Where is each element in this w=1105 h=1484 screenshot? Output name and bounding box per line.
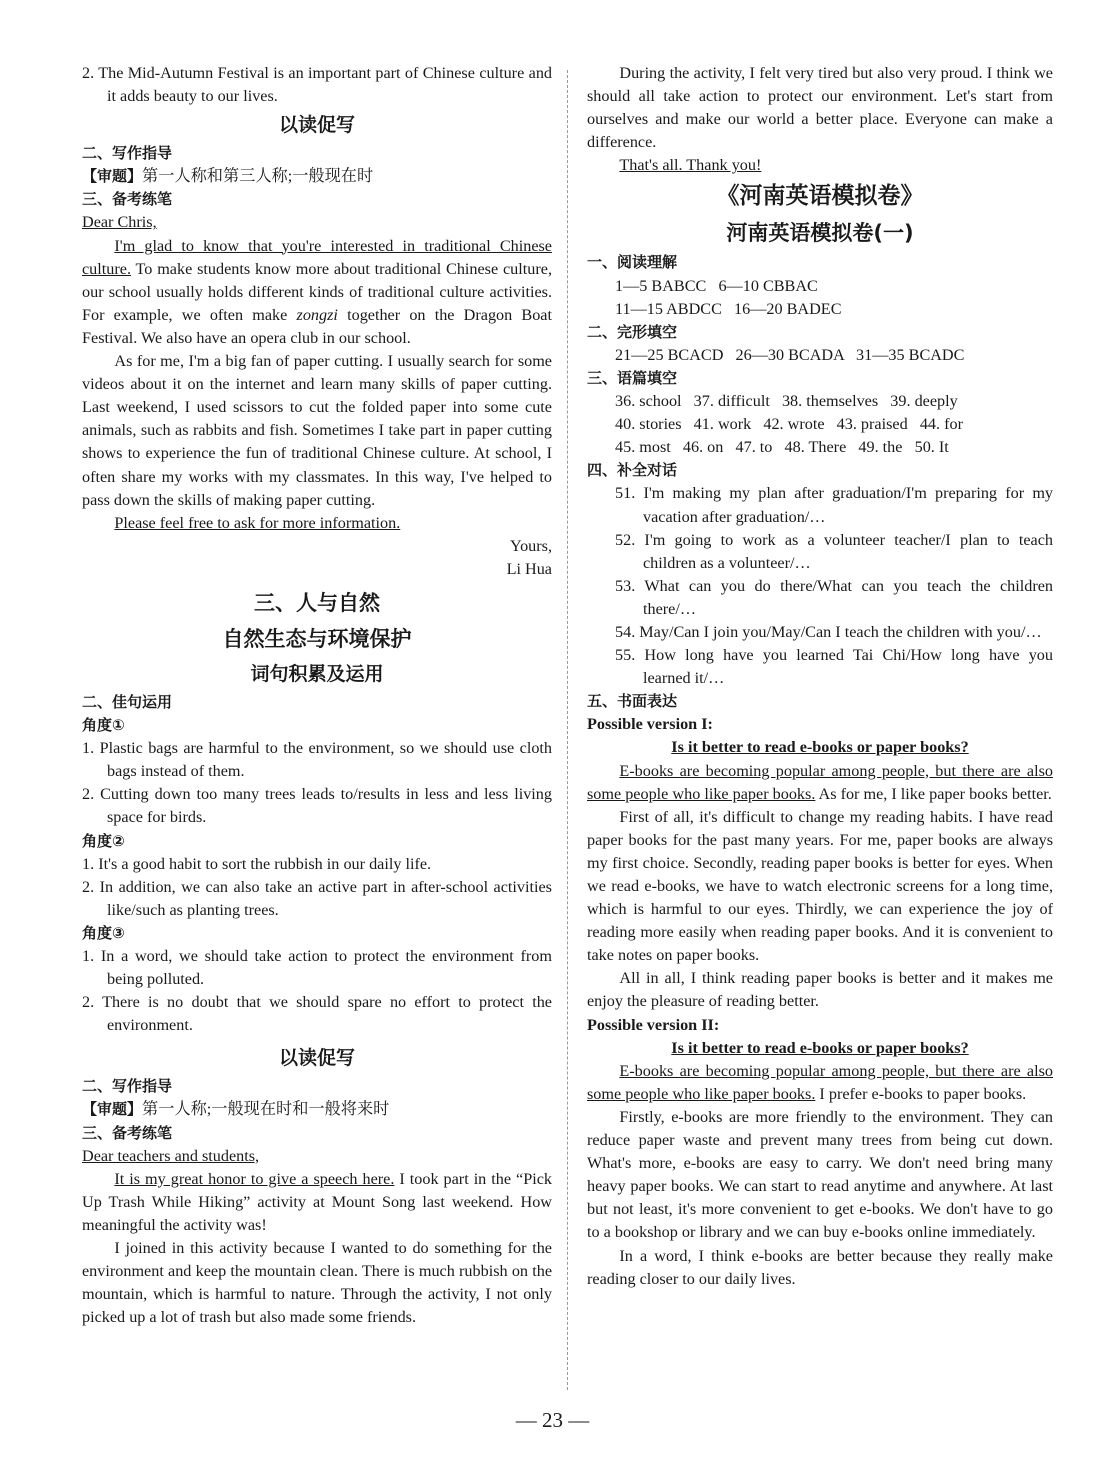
angle-heading: 角度② [82,831,125,850]
angle-heading: 角度① [82,716,125,735]
practice-heading: 三、备考练笔 [82,190,173,209]
reading-heading: 一、阅读理解 [587,253,678,272]
letter-signoff: Yours, [510,536,552,555]
letter-paragraph: I'm glad to know that you're interested in traditional Chinese culture. To make students know more about traditional Chinese culture, our school usually holds different kinds of traditional culture activities. For example, we often make zongzi together on the Dragon Boat Festival. We also have an opera club in our school. [82,236,552,347]
answer-line: 36. school 37. difficult 38. themselves 39. deeply [615,392,958,411]
speech-paragraph: It is my great honor to give a speech here. I took part in the “Pick Up Trash While Hiking” activity at Mount Song last weekend. How meaningful the activity was! [82,1169,553,1234]
answer-line: 11—15 ABDCC 16—20 BADEC [615,299,842,318]
cloze-heading: 二、完形填空 [587,322,678,341]
page-number: — 23 — [515,1408,590,1432]
section-title-read-write: 以读促写 [278,114,355,137]
paper-title: 河南英语模拟卷(一) [726,221,914,246]
letter-salutation: Dear Chris, [82,213,157,232]
dialogue-item: 52. I'm going to work as a volunteer teacher/I plan to teach children as a volunteer/… [615,530,1053,572]
list-item: 2. In addition, we can also take an active part in after-school activities like/such as planting trees. [82,877,552,919]
list-item: 2. Cutting down too many trees leads to/results in less and less living space for birds. [82,785,552,827]
answer-line: 1—5 BABCC 6—10 CBBAC [615,276,818,295]
writing-guide-heading: 二、写作指导 [82,1077,173,1096]
unit-sub-heading: 词句积累及运用 [250,662,384,685]
answer-line: 40. stories 41. work 42. wrote 43. praised 44. for [615,415,963,434]
essay-paragraph: All in all, I think reading paper books is better and it makes me enjoy the pleasure of reading better. [587,969,1053,1011]
speech-end: That's all. Thank you! [619,156,762,175]
answer-line: 45. most 46. on 47. to 48. There 49. the 50. It [615,438,949,457]
list-item: 1. It's a good habit to sort the rubbish in our daily life. [82,854,432,873]
version-label: Possible version I: [587,715,713,734]
speech-paragraph: I joined in this activity because I wanted to do something for the environment and keep the mountain clean. There is much rubbish on the mountain, which is harmful to nature. Through the activity, I not only picked up a lot of trash but also made some friends. [82,1239,552,1327]
letter-name: Li Hua [506,559,552,578]
essay-title: Is it better to read e-books or paper books? [671,738,969,757]
dialogue-item: 53. What can you do there/What can you teach the children there/… [615,576,1053,618]
column-divider [567,70,568,1390]
dialogue-item: 54. May/Can I join you/May/Can I teach the children with you/… [615,622,1042,641]
unit-subtitle: 自然生态与环境保护 [222,626,412,651]
letter-paragraph: As for me, I'm a big fan of paper cutting. I usually search for some videos about it on the internet and learn many skills of paper cutting. Last weekend, I used scissors to cut the folded paper into some cute animals, such as rabbits and fish. Sometimes I take part in paper cutting shows to experience the fun of traditional Chinese culture. At school, I often share my works with my classmates. In this way, I've helped to pass down the skills of making paper cutting. [82,352,552,509]
left-column [82,62,552,1329]
list-item: 1. In a word, we should take action to protect the environment from being polluted. [82,947,552,989]
answer-line: 21—25 BCACD 26—30 BCADA 31—35 BCADC [615,345,965,364]
section-title-read-write: 以读促写 [278,1047,355,1070]
list-item: 2. There is no doubt that we should spare no effort to protect the environment. [82,993,552,1035]
book-title: 《河南英语模拟卷》 [716,183,924,210]
dialogue-heading: 四、补全对话 [587,461,678,480]
angle-heading: 角度③ [82,923,125,942]
intro-item: 2. The Mid-Autumn Festival is an important part of Chinese culture and it adds beauty to our lives. [82,64,553,106]
right-column [587,62,1053,1291]
good-sentences-heading: 二、佳句运用 [82,692,173,711]
essay-paragraph: E-books are becoming popular among people, but there are also some people who like paper books. I prefer e-books to paper books. [587,1061,1053,1103]
passage-heading: 三、语篇填空 [587,368,678,387]
writing-heading: 五、书面表达 [587,692,678,711]
essay-paragraph: In a word, I think e-books are better because they really make reading closer to our daily lives. [587,1246,1053,1288]
unit-title: 三、人与自然 [254,590,380,615]
writing-guide-heading: 二、写作指导 [82,144,173,163]
review-line: 【审题】第一人称;一般现在时和一般将来时 [82,1100,390,1119]
review-line: 【审题】第一人称和第三人称;一般现在时 [82,167,374,186]
practice-heading: 三、备考练笔 [82,1123,173,1142]
letter-closing: Please feel free to ask for more information. [114,513,401,532]
essay-title: Is it better to read e-books or paper books? [671,1038,969,1057]
speech-paragraph: During the activity, I felt very tired but also very proud. I think we should all take action to protect our environment. Let's start from ourselves and make our world a better place. Everyone can make a difference. [587,64,1053,152]
version-label: Possible version II: [587,1015,720,1034]
speech-salutation: Dear teachers and students, [82,1146,260,1165]
list-item: 1. Plastic bags are harmful to the environment, so we should use cloth bags instead of them. [82,739,552,781]
essay-paragraph: First of all, it's difficult to change my reading habits. I have read paper books for the past many years. For me, paper books are always my first choice. Secondly, reading paper books is better for eyes. When we read e-books, we have to watch electronic screens for a long time, which is harmful to our eyes. Thirdly, we can experience the joy of reading more easily when reading paper books. And it is convenient to take notes on paper books. [587,807,1053,965]
dialogue-item: 51. I'm making my plan after graduation/I'm preparing for my vacation after graduation/… [615,484,1053,526]
essay-paragraph: Firstly, e-books are more friendly to the environment. They can reduce paper waste and prevent many trees from being cut down. What's more, e-books are easy to carry. We don't need bring many heavy paper books. We can start to read anytime and anywhere. At last but not least, it's more convenient to get e-books. We don't have to go to a bookshop or library and we can buy e-books online immediately. [587,1107,1053,1242]
dialogue-item: 55. How long have you learned Tai Chi/How long have you learned it/… [615,646,1053,688]
essay-paragraph: E-books are becoming popular among people, but there are also some people who like paper books. As for me, I like paper books better. [587,761,1053,803]
